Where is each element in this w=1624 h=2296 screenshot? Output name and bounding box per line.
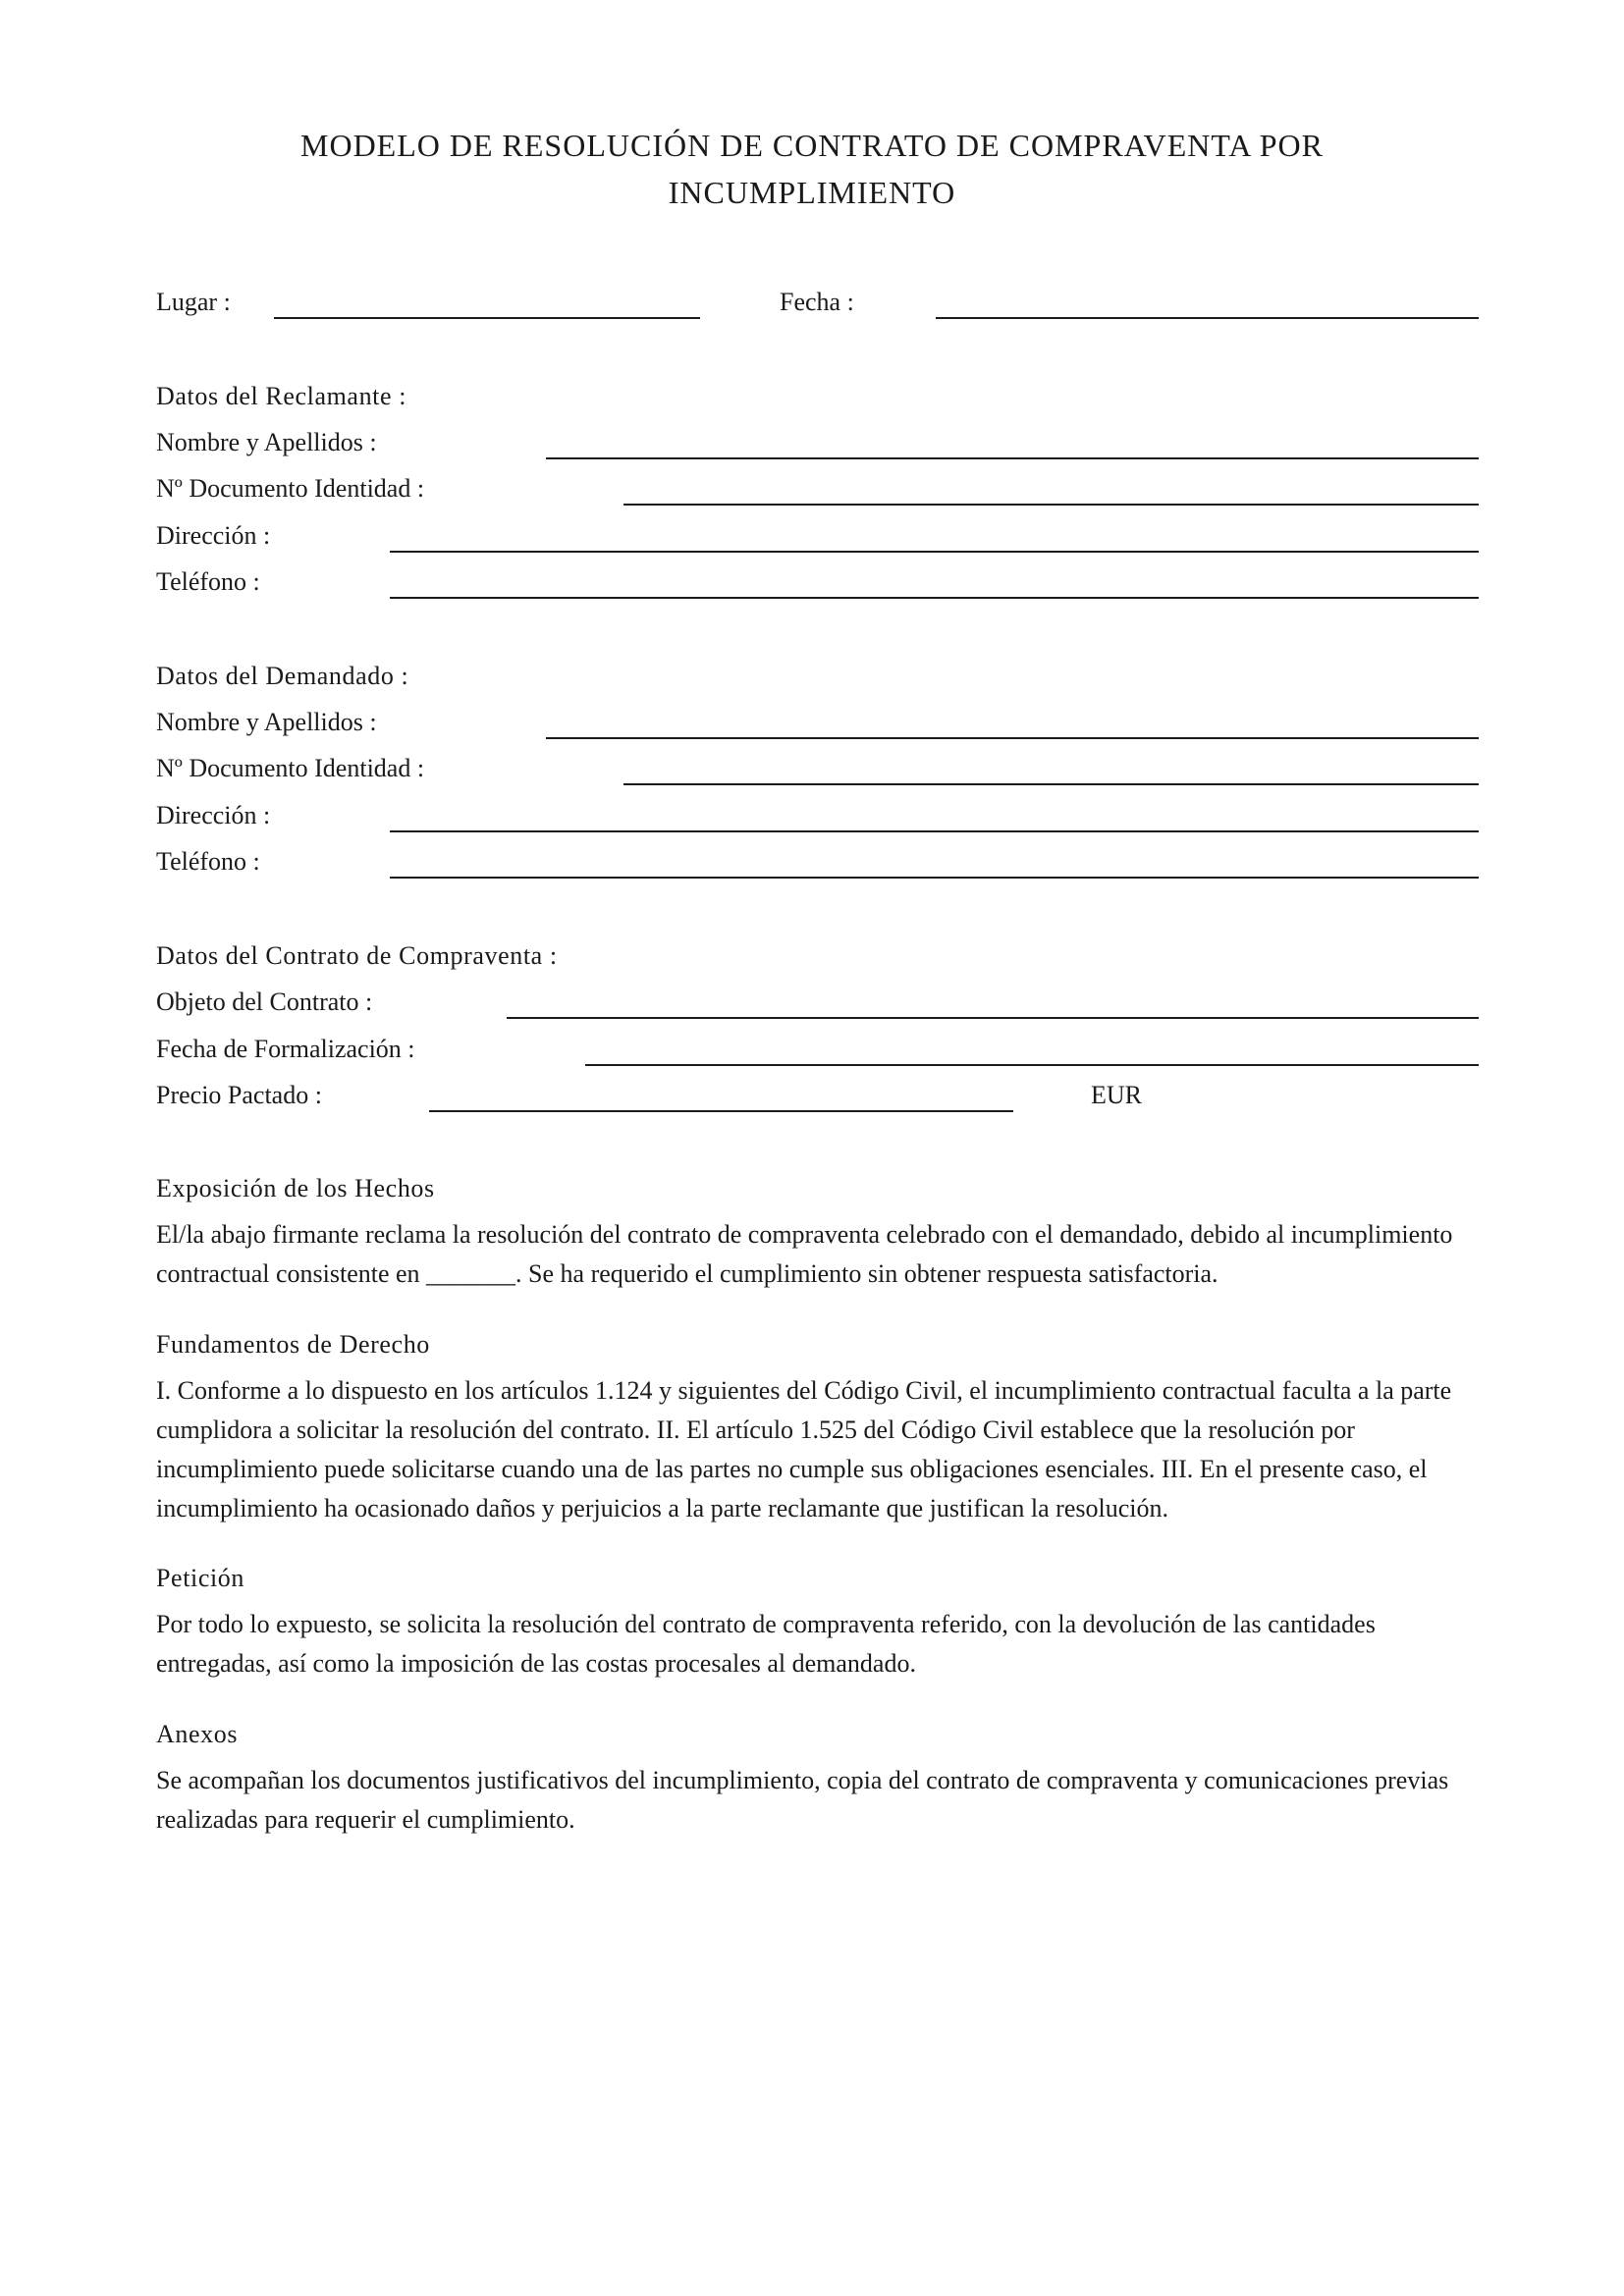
place-label: Lugar : [156,288,231,316]
defendant-id-field-line[interactable] [623,783,1479,785]
currency-label: EUR [1091,1081,1142,1109]
defendant-phone-field-line[interactable] [390,877,1479,879]
law-heading: Fundamentos de Derecho [156,1330,430,1359]
claimant-id-field-line[interactable] [623,504,1479,506]
contract-price-field-line[interactable] [429,1110,1013,1112]
facts-body: El/la abajo firmante reclama la resolución del contrato de compraventa celebrado con el demandado, debido al incumplimiento contractual consistente en _______. Se ha requerido el cumplimiento sin obtener respuesta satisfactoria. [156,1220,1453,1288]
claimant-address-label: Dirección : [156,521,271,550]
title-line-2: INCUMPLIMIENTO [668,175,956,210]
date-label: Fecha : [780,288,854,316]
date-field-line[interactable] [936,317,1479,319]
defendant-heading: Datos del Demandado : [156,662,409,690]
law-body: I. Conforme a lo dispuesto en los artículos 1.124 y siguientes del Código Civil, el incumplimiento contractual faculta a la parte cumplidora a solicitar la resolución del contrato. II. El artículo 1.525 del Código Civil establece que la resolución por incumplimiento puede solicitarse cuando una de las partes no cumple sus obligaciones esenciales. III. En el presente caso, el incumplimiento ha ocasionado daños y perjuicios a la parte reclamante que justifican la resolución. [156,1376,1452,1522]
claimant-name-label: Nombre y Apellidos : [156,428,377,456]
defendant-address-field-line[interactable] [390,830,1479,832]
contract-object-label: Objeto del Contrato : [156,988,373,1016]
contract-date-label: Fecha de Formalización : [156,1035,415,1063]
defendant-name-label: Nombre y Apellidos : [156,708,377,736]
defendant-address-label: Dirección : [156,801,271,829]
annexes-heading: Anexos [156,1720,239,1748]
title-line-1: MODELO DE RESOLUCIÓN DE CONTRATO DE COMPRAVENTA POR [300,128,1324,163]
contract-price-label: Precio Pactado : [156,1081,322,1109]
claimant-phone-label: Teléfono : [156,567,260,596]
claimant-phone-field-line[interactable] [390,597,1479,599]
defendant-id-label: Nº Documento Identidad : [156,754,425,782]
request-body: Por todo lo expuesto, se solicita la resolución del contrato de compraventa referido, con la devolución de las cantidades entregadas, así como la imposición de las costas procesales al demandado. [156,1610,1376,1678]
request-heading: Petición [156,1564,245,1592]
contract-heading: Datos del Contrato de Compraventa : [156,941,558,970]
defendant-name-field-line[interactable] [546,737,1479,739]
annexes-body: Se acompañan los documentos justificativos del incumplimiento, copia del contrato de compraventa y comunicaciones previas realizadas para requerir el cumplimiento. [156,1766,1449,1834]
defendant-phone-label: Teléfono : [156,847,260,876]
facts-heading: Exposición de los Hechos [156,1174,435,1202]
contract-date-field-line[interactable] [585,1064,1479,1066]
contract-object-field-line[interactable] [507,1017,1479,1019]
claimant-heading: Datos del Reclamante : [156,382,407,410]
claimant-address-field-line[interactable] [390,551,1479,553]
document-title [157,122,1467,216]
claimant-id-label: Nº Documento Identidad : [156,474,425,503]
claimant-name-field-line[interactable] [546,457,1479,459]
place-field-line[interactable] [274,317,700,319]
